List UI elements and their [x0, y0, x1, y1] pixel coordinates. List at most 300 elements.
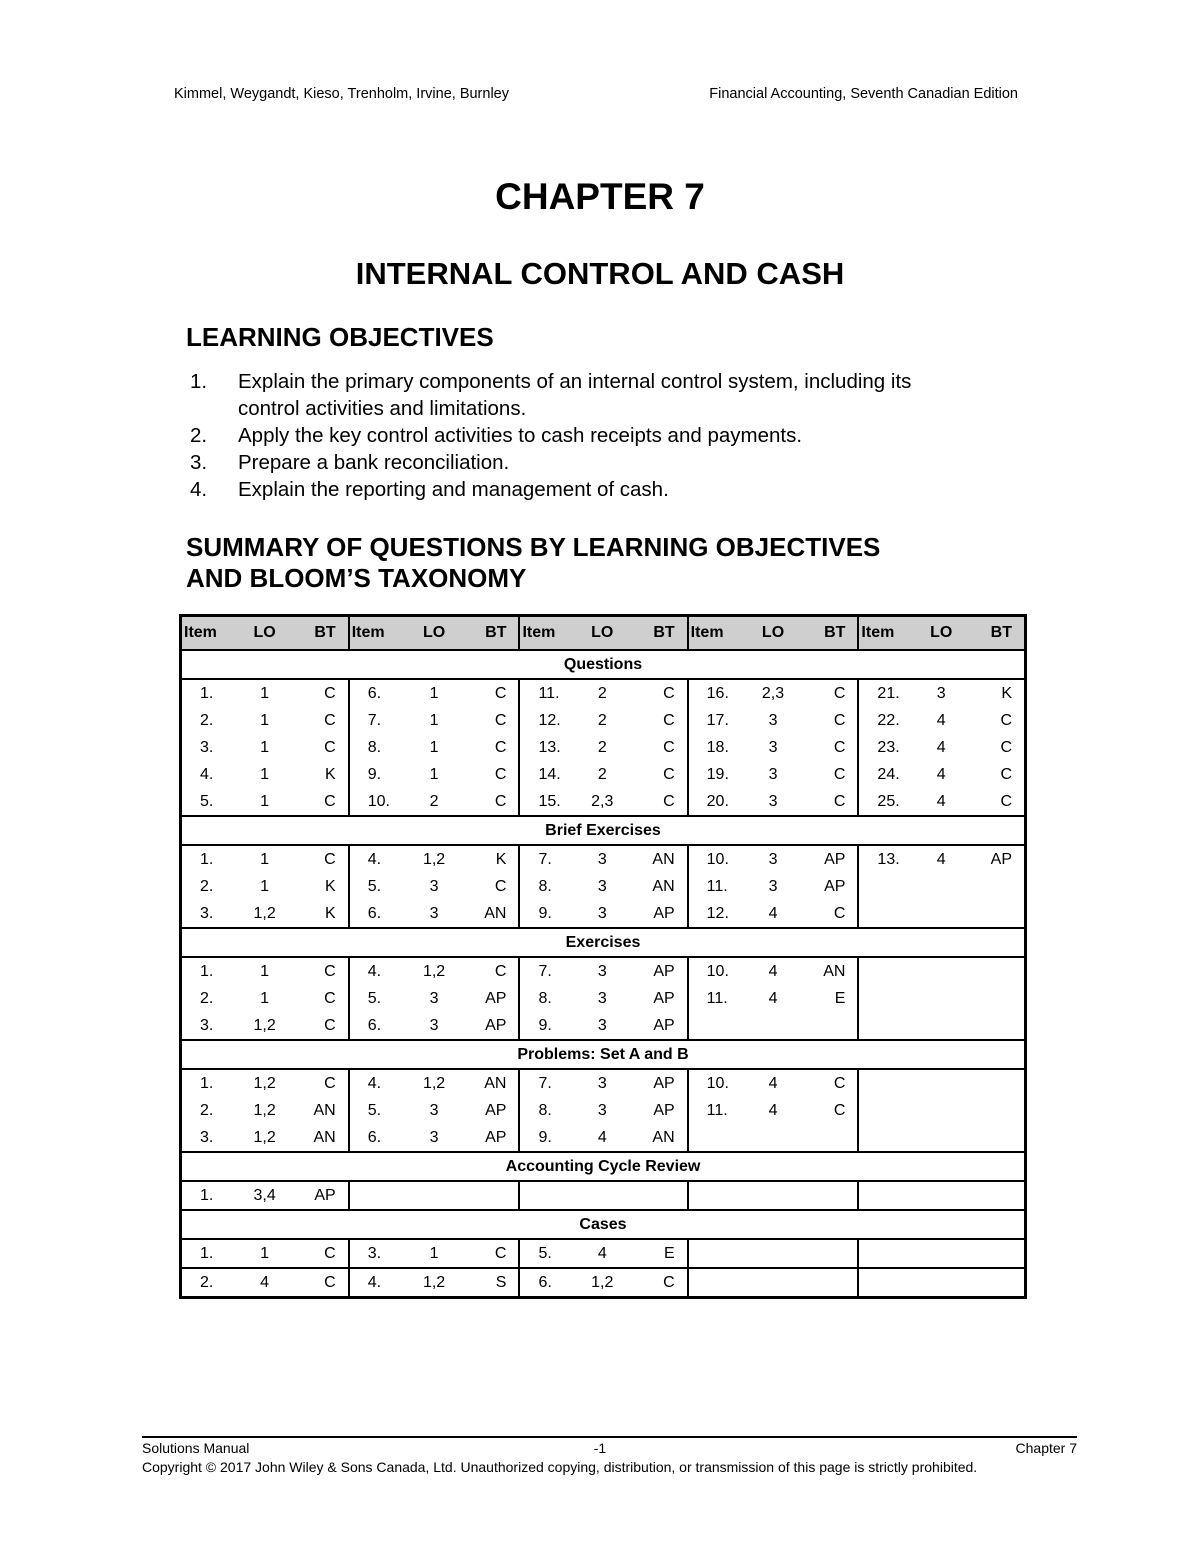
cell-bt: [970, 900, 1026, 928]
learning-objective-line: control activities and limitations.: [238, 397, 527, 420]
cell-lo: 1: [260, 765, 270, 783]
table-row: [181, 1012, 1026, 1040]
cell-item: 25.: [858, 788, 912, 816]
cell-bt: C: [663, 765, 675, 783]
section-header-row: [181, 928, 1026, 957]
cell-item: 5.: [181, 788, 235, 816]
cell-lo: [574, 1181, 631, 1210]
cell-bt: AP: [653, 1101, 675, 1119]
cell-item: [519, 1181, 573, 1210]
cell-lo: 4: [936, 765, 946, 783]
table-row: [181, 957, 1026, 985]
cell-bt: [802, 1181, 859, 1210]
cell-bt: C: [494, 1244, 507, 1262]
cell-item: 3.: [181, 1124, 235, 1152]
cell-lo: 2: [597, 765, 607, 783]
cell-lo: 3: [597, 1074, 607, 1092]
cell-bt: C: [494, 711, 507, 729]
cell-bt: C: [970, 734, 1026, 761]
cell-item: 10.: [688, 957, 745, 985]
learning-objective-number: 3.: [190, 451, 208, 474]
cell-lo: 4: [597, 1244, 607, 1262]
cell-bt: AN: [652, 1128, 675, 1146]
cell-item: 16.: [688, 679, 745, 707]
learning-objective-text: [238, 476, 1050, 503]
cell-item: 4.: [349, 1069, 406, 1097]
cell-lo: 3: [597, 850, 607, 868]
cell-item: [858, 1069, 912, 1097]
cell-bt: C: [663, 738, 675, 756]
cell-item: 20.: [688, 788, 745, 816]
learning-objective-line: Prepare a bank reconciliation.: [238, 451, 510, 474]
cell-item: 18.: [688, 734, 745, 761]
cell-bt: [802, 1124, 859, 1152]
cell-item: 7.: [519, 1069, 573, 1097]
cell-bt: AP: [970, 845, 1026, 873]
cell-item: 6.: [349, 679, 406, 707]
cell-item: [858, 957, 912, 985]
section-title: Cases: [181, 1210, 1026, 1239]
cell-item: 1.: [181, 1069, 235, 1097]
cell-bt: AP: [314, 1186, 336, 1204]
cell-bt: C: [833, 792, 846, 810]
cell-item: [858, 1097, 912, 1124]
cell-bt: C: [833, 904, 846, 922]
section-header-row: [181, 1152, 1026, 1181]
cell-lo: [913, 985, 970, 1012]
cell-bt: [970, 1181, 1026, 1210]
cell-item: 7.: [349, 707, 406, 734]
learning-objective-item: [190, 449, 1050, 476]
learning-objective-text: [238, 422, 1050, 449]
cell-item: 1.: [181, 1181, 235, 1210]
cell-item: 11.: [519, 679, 573, 707]
table-row: [181, 1239, 1026, 1268]
cell-bt: [970, 1124, 1026, 1152]
cell-bt: C: [663, 684, 675, 702]
cell-item: 8.: [519, 1097, 573, 1124]
table-row: [181, 1268, 1026, 1298]
learning-objective-number: 2.: [190, 424, 208, 447]
cell-lo: 3: [768, 850, 778, 868]
cell-item: 19.: [688, 761, 745, 788]
cell-lo: 1,2: [253, 1074, 276, 1092]
cell-item: 6.: [349, 900, 406, 928]
column-header-lo: LO: [913, 616, 970, 651]
cell-lo: [745, 1181, 802, 1210]
chapter-subtitle: INTERNAL CONTROL AND CASH: [355, 256, 845, 291]
cell-lo: 3: [597, 877, 607, 895]
cell-bt: E: [834, 989, 846, 1007]
cell-lo: 3: [597, 1101, 607, 1119]
cell-bt: AP: [653, 989, 675, 1007]
cell-bt: C: [494, 792, 507, 810]
cell-item: [688, 1124, 745, 1152]
cell-bt: K: [325, 765, 336, 783]
table-row: [181, 1181, 1026, 1210]
cell-item: 4.: [349, 957, 406, 985]
cell-item: 11.: [688, 873, 745, 900]
cell-lo: 4: [936, 850, 946, 868]
copyright-notice: Copyright © 2017 John Wiley & Sons Canada, Ltd. Unauthorized copying, distribution, or transmission of this page is strictly prohibited.: [142, 1459, 978, 1475]
cell-item: 3.: [181, 900, 235, 928]
cell-item: 10.: [349, 788, 406, 816]
cell-bt: C: [833, 711, 846, 729]
cell-lo: 1: [260, 989, 270, 1007]
cell-bt: AP: [653, 962, 675, 980]
cell-lo: 3: [429, 1101, 439, 1119]
cell-bt: [970, 1268, 1026, 1298]
column-header-bt: BT: [463, 616, 520, 651]
cell-bt: [970, 1239, 1026, 1268]
cell-item: 11.: [688, 985, 745, 1012]
cell-lo: 1,2: [422, 850, 446, 868]
column-header-item: Item: [349, 616, 406, 651]
cell-lo: 1: [260, 738, 270, 756]
cell-item: 10.: [688, 845, 745, 873]
learning-objective-item: [190, 476, 1050, 503]
cell-item: 2.: [181, 707, 235, 734]
cell-lo: 1,2: [574, 1268, 631, 1298]
cell-lo: 1,2: [253, 1128, 276, 1146]
cell-bt: C: [324, 850, 336, 868]
cell-bt: AN: [484, 904, 507, 922]
column-header-item: Item: [519, 616, 573, 651]
cell-item: 9.: [349, 761, 406, 788]
cell-item: 4.: [349, 845, 406, 873]
cell-lo: 1,2: [406, 1268, 463, 1298]
cell-lo: [913, 873, 970, 900]
cell-item: 9.: [519, 900, 573, 928]
cell-bt: AN: [652, 850, 675, 868]
cell-lo: 4: [936, 792, 946, 810]
cell-bt: C: [970, 707, 1026, 734]
learning-objective-item: [190, 422, 1050, 449]
section-title: Accounting Cycle Review: [181, 1152, 1026, 1181]
cell-lo: [913, 1069, 970, 1097]
cell-lo: 3,4: [253, 1186, 276, 1204]
learning-objectives-heading: LEARNING OBJECTIVES: [186, 322, 494, 352]
cell-item: 6.: [519, 1268, 573, 1298]
cell-bt: [802, 1012, 859, 1040]
cell-item: 11.: [688, 1097, 745, 1124]
cell-lo: 1: [260, 962, 270, 980]
cell-bt: [970, 1069, 1026, 1097]
running-header-book-title: Financial Accounting, Seventh Canadian Edition: [709, 86, 1018, 102]
cell-bt: K: [495, 850, 507, 868]
chapter-title: CHAPTER 7: [495, 176, 705, 217]
cell-item: 2.: [181, 985, 235, 1012]
cell-bt: C: [294, 1268, 348, 1298]
cell-lo: 1: [429, 684, 439, 702]
table-row: [181, 845, 1026, 873]
footer-left: Solutions Manual: [142, 1440, 250, 1456]
column-header-bt: BT: [802, 616, 859, 651]
cell-item: 1.: [181, 679, 235, 707]
cell-bt: C: [970, 788, 1026, 816]
summary-heading-line-1: SUMMARY OF QUESTIONS BY LEARNING OBJECTIVES: [186, 532, 881, 562]
section-title: Questions: [181, 650, 1026, 679]
cell-item: 2.: [181, 1097, 235, 1124]
cell-item: [688, 1268, 745, 1298]
learning-objective-item: [190, 368, 1050, 422]
cell-lo: [745, 1268, 802, 1298]
cell-lo: 4: [768, 962, 778, 980]
cell-bt: C: [324, 989, 336, 1007]
summary-heading-line-2: AND BLOOM’S TAXONOMY: [186, 563, 527, 593]
cell-item: 15.: [519, 788, 573, 816]
section-title: Exercises: [181, 928, 1026, 957]
cell-bt: [802, 1268, 859, 1298]
cell-item: 12.: [688, 900, 745, 928]
section-header-row: [181, 1210, 1026, 1239]
cell-bt: C: [494, 962, 507, 980]
cell-bt: C: [631, 1268, 688, 1298]
table-row: [181, 1097, 1026, 1124]
cell-lo: [913, 1097, 970, 1124]
cell-bt: C: [833, 765, 846, 783]
cell-item: 6.: [349, 1124, 406, 1152]
cell-bt: E: [663, 1244, 675, 1262]
column-header-lo: LO: [574, 616, 631, 651]
table-row: [181, 761, 1026, 788]
cell-item: 24.: [858, 761, 912, 788]
cell-bt: C: [494, 877, 507, 895]
cell-item: [858, 1268, 912, 1298]
cell-lo: 4: [936, 738, 946, 756]
cell-lo: 4: [768, 989, 778, 1007]
cell-item: 1.: [181, 957, 235, 985]
cell-item: 5.: [349, 985, 406, 1012]
cell-bt: C: [970, 761, 1026, 788]
cell-lo: [913, 1012, 970, 1040]
cell-bt: C: [324, 1074, 336, 1092]
cell-lo: [406, 1181, 463, 1210]
learning-objective-number: 4.: [190, 478, 208, 501]
cell-lo: 3: [429, 877, 439, 895]
cell-bt: [970, 985, 1026, 1012]
cell-bt: C: [833, 1074, 846, 1092]
cell-lo: 2: [429, 792, 439, 810]
cell-bt: K: [325, 904, 336, 922]
cell-lo: 1,2: [253, 904, 276, 922]
table-row: [181, 1069, 1026, 1097]
cell-bt: [631, 1181, 688, 1210]
cell-bt: C: [494, 738, 507, 756]
cell-item: 5.: [349, 1097, 406, 1124]
learning-objective-text: [238, 449, 1050, 476]
cell-item: [858, 1239, 912, 1268]
section-header-row: [181, 816, 1026, 845]
cell-lo: 3: [768, 765, 778, 783]
cell-lo: 1: [429, 738, 439, 756]
page-number: -1: [593, 1440, 607, 1456]
cell-bt: C: [324, 711, 336, 729]
learning-objective-number: 1.: [190, 370, 208, 393]
cell-lo: 3: [429, 1016, 439, 1034]
cell-lo: 1: [260, 877, 270, 895]
cell-lo: 2,3: [591, 792, 614, 810]
cell-lo: 1: [260, 1244, 270, 1262]
cell-bt: [970, 957, 1026, 985]
cell-bt: AP: [653, 1016, 675, 1034]
cell-bt: C: [833, 738, 846, 756]
cell-lo: 4: [768, 904, 778, 922]
cell-item: 9.: [519, 1124, 573, 1152]
cell-lo: 1,2: [422, 1074, 446, 1092]
cell-lo: 1: [260, 684, 270, 702]
cell-item: 1.: [181, 845, 235, 873]
cell-item: 17.: [688, 707, 745, 734]
cell-bt: C: [833, 1101, 846, 1119]
cell-lo: 1: [429, 1244, 439, 1262]
summary-heading: [186, 532, 880, 594]
cell-lo: [913, 1181, 970, 1210]
cell-item: 8.: [349, 734, 406, 761]
cell-lo: 3: [597, 989, 607, 1007]
cell-item: [688, 1012, 745, 1040]
cell-item: 12.: [519, 707, 573, 734]
cell-item: 4.: [181, 761, 235, 788]
table-row: [181, 1124, 1026, 1152]
cell-bt: [463, 1181, 520, 1210]
cell-item: 2.: [181, 1268, 235, 1298]
cell-bt: AP: [485, 1128, 507, 1146]
section-header-row: [181, 650, 1026, 679]
cell-item: 3.: [181, 1012, 235, 1040]
cell-bt: K: [970, 679, 1026, 707]
cell-lo: 2: [597, 738, 607, 756]
column-header-bt: BT: [294, 616, 348, 651]
cell-bt: C: [494, 684, 507, 702]
cell-item: 5.: [519, 1239, 573, 1268]
cell-bt: C: [324, 684, 336, 702]
cell-item: 10.: [688, 1069, 745, 1097]
learning-objective-line: Explain the primary components of an internal control system, including its: [238, 370, 912, 393]
learning-objective-text: [238, 368, 1050, 422]
cell-bt: C: [324, 792, 336, 810]
cell-bt: C: [663, 711, 675, 729]
learning-objective-line: Explain the reporting and management of cash.: [238, 478, 669, 501]
section-title: Brief Exercises: [181, 816, 1026, 845]
cell-item: [858, 1181, 912, 1210]
cell-lo: 1: [260, 711, 270, 729]
cell-bt: AN: [823, 962, 846, 980]
cell-item: [858, 900, 912, 928]
cell-lo: 1,2: [253, 1101, 276, 1119]
cell-bt: [970, 873, 1026, 900]
cell-item: 7.: [519, 845, 573, 873]
cell-item: 6.: [349, 1012, 406, 1040]
cell-item: [349, 1181, 406, 1210]
learning-objectives-list: [190, 368, 1050, 503]
cell-lo: [913, 957, 970, 985]
cell-item: 21.: [858, 679, 912, 707]
cell-lo: 3: [936, 684, 946, 702]
cell-lo: 4: [768, 1074, 778, 1092]
cell-item: 13.: [858, 845, 912, 873]
cell-item: [688, 1239, 745, 1268]
cell-item: 5.: [349, 873, 406, 900]
cell-lo: [913, 1239, 970, 1268]
cell-item: 13.: [519, 734, 573, 761]
cell-item: 3.: [181, 734, 235, 761]
summary-table: [179, 614, 1027, 1299]
cell-lo: 3: [768, 877, 778, 895]
cell-lo: 4: [768, 1101, 778, 1119]
cell-lo: 1,2: [422, 962, 446, 980]
cell-lo: 4: [936, 711, 946, 729]
table-row: [181, 679, 1026, 707]
cell-bt: [970, 1012, 1026, 1040]
section-header-row: [181, 1040, 1026, 1069]
cell-bt: C: [324, 962, 336, 980]
cell-lo: 3: [429, 1128, 439, 1146]
cell-bt: [970, 1097, 1026, 1124]
cell-item: [858, 873, 912, 900]
cell-lo: [913, 1124, 970, 1152]
cell-lo: [745, 1239, 802, 1268]
cell-item: 8.: [519, 873, 573, 900]
cell-lo: 2: [597, 684, 607, 702]
cell-bt: K: [325, 877, 336, 895]
cell-item: 3.: [349, 1239, 406, 1268]
column-header-item: Item: [688, 616, 745, 651]
cell-lo: 1: [260, 792, 270, 810]
cell-bt: AN: [313, 1101, 336, 1119]
column-header-bt: BT: [970, 616, 1026, 651]
cell-item: 4.: [349, 1268, 406, 1298]
cell-item: [858, 1124, 912, 1152]
column-header-lo: LO: [235, 616, 295, 651]
cell-bt: AP: [485, 989, 507, 1007]
cell-lo: 4: [597, 1128, 607, 1146]
table-row: [181, 734, 1026, 761]
table-row: [181, 985, 1026, 1012]
section-title: Problems: Set A and B: [181, 1040, 1026, 1069]
cell-item: 8.: [519, 985, 573, 1012]
cell-item: [858, 1012, 912, 1040]
cell-lo: 2: [597, 711, 607, 729]
running-header-authors: Kimmel, Weygandt, Kieso, Trenholm, Irvine, Burnley: [174, 86, 509, 102]
table-row: [181, 873, 1026, 900]
column-header-item: Item: [858, 616, 912, 651]
cell-bt: AP: [824, 877, 846, 895]
cell-bt: AP: [485, 1101, 507, 1119]
cell-item: [858, 985, 912, 1012]
column-header-bt: BT: [631, 616, 688, 651]
cell-lo: 3: [768, 738, 778, 756]
cell-lo: 3: [597, 1016, 607, 1034]
cell-bt: C: [833, 684, 846, 702]
cell-lo: 3: [429, 989, 439, 1007]
cell-lo: 3: [768, 711, 778, 729]
table-row: [181, 707, 1026, 734]
cell-item: 14.: [519, 761, 573, 788]
cell-item: 7.: [519, 957, 573, 985]
cell-bt: S: [463, 1268, 520, 1298]
cell-lo: 1,2: [253, 1016, 276, 1034]
cell-lo: [913, 900, 970, 928]
cell-lo: 3: [597, 904, 607, 922]
column-header-lo: LO: [745, 616, 802, 651]
cell-bt: AN: [313, 1128, 336, 1146]
cell-lo: 3: [597, 962, 607, 980]
cell-item: 1.: [181, 1239, 235, 1268]
footer-right: Chapter 7: [1015, 1440, 1077, 1456]
table-row: [181, 900, 1026, 928]
cell-bt: AN: [484, 1074, 507, 1092]
